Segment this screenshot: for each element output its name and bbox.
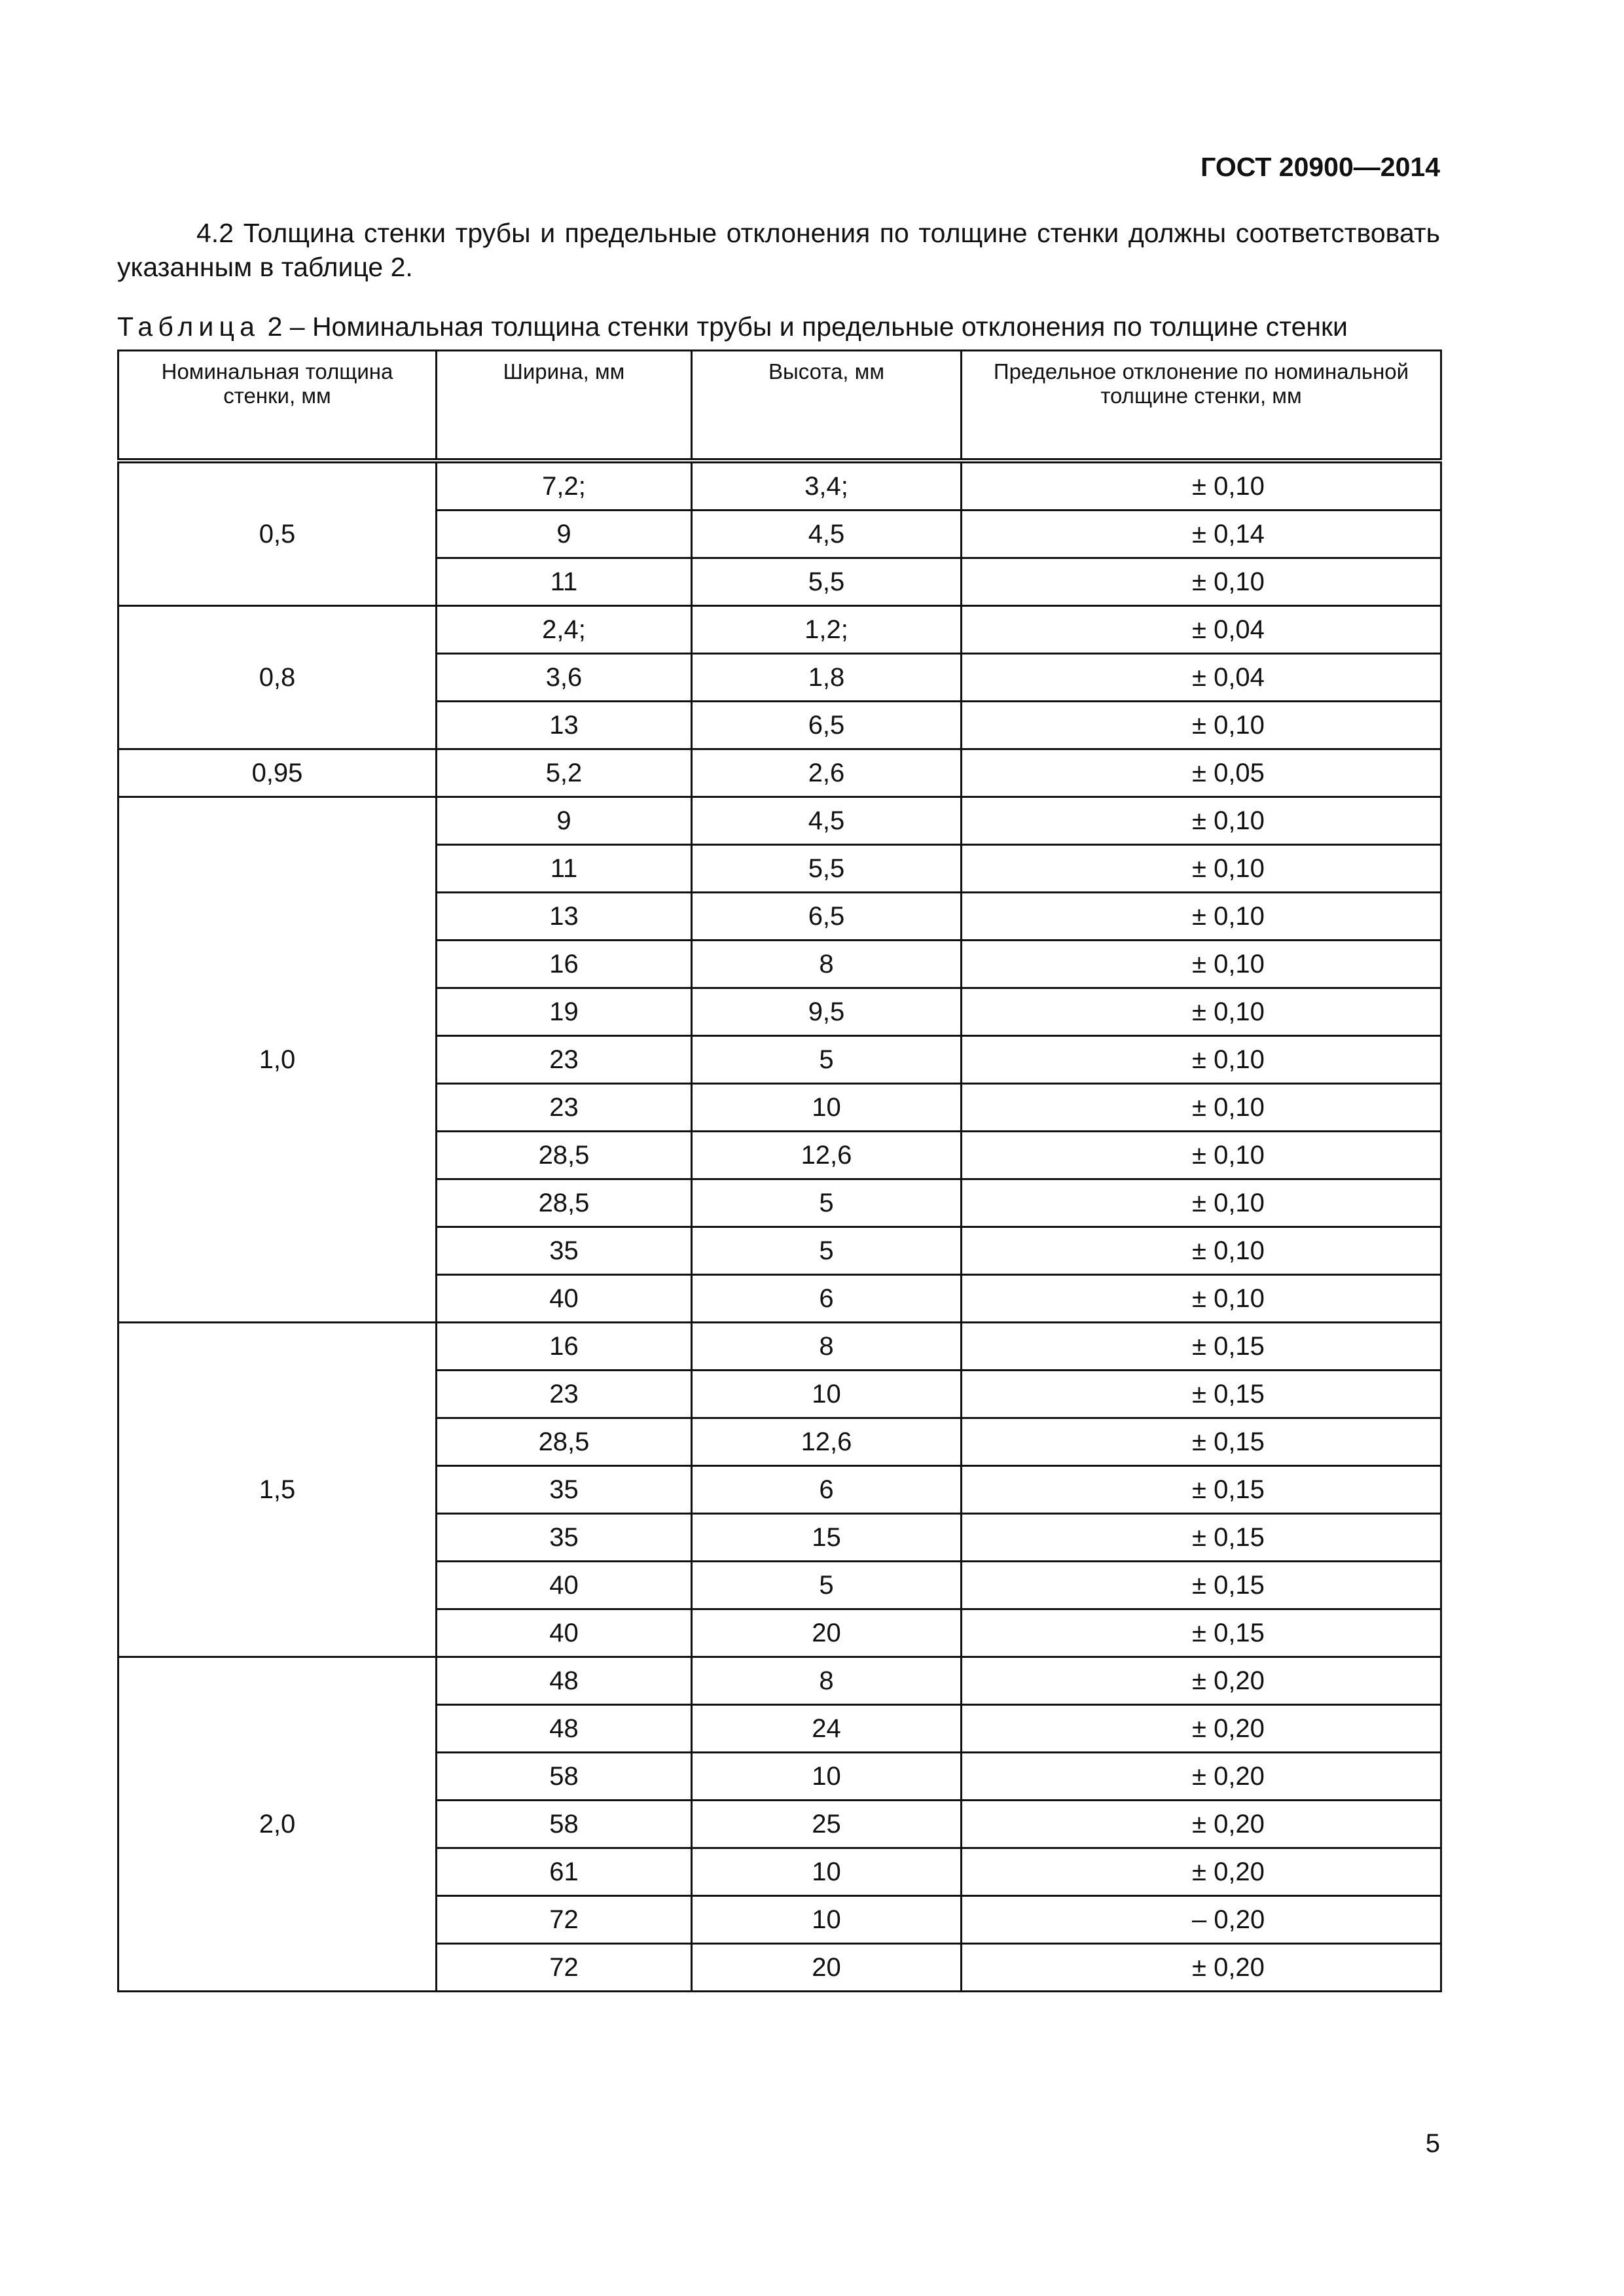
width-cell: 16 (437, 1323, 692, 1371)
height-cell: 8 (692, 941, 962, 988)
height-cell: 25 (692, 1801, 962, 1848)
width-cell: 11 (437, 558, 692, 606)
width-cell: 48 (437, 1705, 692, 1753)
height-cell: 6,5 (692, 893, 962, 941)
width-cell: 9 (437, 797, 692, 845)
page-number: 5 (1425, 2129, 1440, 2158)
width-cell: 58 (437, 1801, 692, 1848)
height-cell: 2,6 (692, 749, 962, 797)
deviation-cell: ± 0,10 (962, 845, 1441, 893)
width-cell: 35 (437, 1227, 692, 1275)
thickness-cell: 0,5 (118, 461, 437, 606)
height-cell: 10 (692, 1896, 962, 1944)
height-cell: 20 (692, 1944, 962, 1992)
deviation-cell: ± 0,10 (962, 1132, 1441, 1179)
height-cell: 5,5 (692, 845, 962, 893)
deviation-cell: ± 0,15 (962, 1466, 1441, 1514)
deviation-cell: ± 0,10 (962, 1084, 1441, 1132)
document-code: ГОСТ 20900—2014 (1200, 152, 1440, 182)
deviation-cell: ± 0,04 (962, 654, 1441, 702)
table-row (118, 1323, 1441, 1371)
width-cell: 19 (437, 988, 692, 1036)
width-cell: 5,2 (437, 749, 692, 797)
thickness-cell: 0,95 (118, 749, 437, 797)
width-cell: 9 (437, 511, 692, 558)
height-cell: 5,5 (692, 558, 962, 606)
deviation-cell: ± 0,15 (962, 1514, 1441, 1562)
deviation-cell: ± 0,15 (962, 1609, 1441, 1657)
height-cell: 3,4; (692, 461, 962, 511)
deviation-cell: ± 0,10 (962, 1275, 1441, 1323)
height-cell: 12,6 (692, 1418, 962, 1466)
table-row (118, 749, 1441, 797)
deviation-cell: ± 0,10 (962, 941, 1441, 988)
height-cell: 5 (692, 1562, 962, 1609)
deviation-cell: ± 0,15 (962, 1323, 1441, 1371)
width-cell: 40 (437, 1275, 692, 1323)
width-cell: 35 (437, 1466, 692, 1514)
table-row (118, 461, 1441, 511)
header-width: Ширина, мм (437, 351, 692, 461)
deviation-cell: ± 0,10 (962, 558, 1441, 606)
height-cell: 6 (692, 1466, 962, 1514)
width-cell: 61 (437, 1848, 692, 1896)
deviation-cell: ± 0,04 (962, 606, 1441, 654)
height-cell: 12,6 (692, 1132, 962, 1179)
width-cell: 23 (437, 1371, 692, 1418)
deviation-cell: ± 0,10 (962, 988, 1441, 1036)
width-cell: 72 (437, 1944, 692, 1992)
height-cell: 24 (692, 1705, 962, 1753)
height-cell: 10 (692, 1753, 962, 1801)
height-cell: 4,5 (692, 511, 962, 558)
width-cell: 13 (437, 893, 692, 941)
height-cell: 10 (692, 1084, 962, 1132)
table-caption (117, 312, 1348, 342)
height-cell: 15 (692, 1514, 962, 1562)
height-cell: 4,5 (692, 797, 962, 845)
table-header (118, 351, 1441, 461)
width-cell: 11 (437, 845, 692, 893)
deviation-cell: ± 0,10 (962, 1227, 1441, 1275)
deviation-cell: ± 0,20 (962, 1848, 1441, 1896)
width-cell: 28,5 (437, 1179, 692, 1227)
width-cell: 2,4; (437, 606, 692, 654)
height-cell: 1,8 (692, 654, 962, 702)
width-cell: 35 (437, 1514, 692, 1562)
thickness-cell: 1,0 (118, 797, 437, 1323)
deviation-cell: ± 0,14 (962, 511, 1441, 558)
height-cell: 9,5 (692, 988, 962, 1036)
deviation-cell: ± 0,15 (962, 1562, 1441, 1609)
deviation-cell: ± 0,10 (962, 461, 1441, 511)
deviation-cell: ± 0,10 (962, 1179, 1441, 1227)
deviation-cell: ± 0,15 (962, 1371, 1441, 1418)
deviation-cell: ± 0,05 (962, 749, 1441, 797)
thickness-cell: 0,8 (118, 606, 437, 749)
height-cell: 10 (692, 1371, 962, 1418)
deviation-cell: ± 0,20 (962, 1657, 1441, 1705)
deviation-cell: ± 0,20 (962, 1801, 1441, 1848)
section-paragraph: 4.2 Толщина стенки трубы и предельные отклонения по толщине стенки должны соответствовать указанным в таблице 2. (117, 218, 1440, 282)
table-caption-label: Таблица (117, 312, 261, 342)
height-cell: 6,5 (692, 702, 962, 749)
width-cell: 58 (437, 1753, 692, 1801)
height-cell: 5 (692, 1227, 962, 1275)
height-cell: 6 (692, 1275, 962, 1323)
height-cell: 10 (692, 1848, 962, 1896)
table-row (118, 797, 1441, 845)
deviation-cell: ± 0,10 (962, 797, 1441, 845)
table-row (118, 606, 1441, 654)
deviation-cell: ± 0,10 (962, 893, 1441, 941)
deviation-cell: ± 0,20 (962, 1753, 1441, 1801)
width-cell: 28,5 (437, 1132, 692, 1179)
width-cell: 7,2; (437, 461, 692, 511)
header-deviation: Предельное отклонение по номинальной толщине стенки, мм (962, 351, 1441, 461)
width-cell: 28,5 (437, 1418, 692, 1466)
width-cell: 23 (437, 1084, 692, 1132)
deviation-cell: ± 0,10 (962, 1036, 1441, 1084)
height-cell: 20 (692, 1609, 962, 1657)
width-cell: 16 (437, 941, 692, 988)
height-cell: 8 (692, 1323, 962, 1371)
header-thickness: Номинальная толщина стенки, мм (118, 351, 437, 461)
width-cell: 40 (437, 1609, 692, 1657)
width-cell: 72 (437, 1896, 692, 1944)
deviation-cell: ± 0,20 (962, 1944, 1441, 1992)
header-height: Высота, мм (692, 351, 962, 461)
width-cell: 23 (437, 1036, 692, 1084)
deviation-cell: ± 0,10 (962, 702, 1441, 749)
table-body (118, 461, 1441, 1992)
table-caption-text: 2 – Номинальная толщина стенки трубы и предельные отклонения по толщине стенки (260, 312, 1348, 342)
deviation-cell: ± 0,15 (962, 1418, 1441, 1466)
thickness-cell: 2,0 (118, 1657, 437, 1992)
width-cell: 13 (437, 702, 692, 749)
height-cell: 5 (692, 1179, 962, 1227)
height-cell: 5 (692, 1036, 962, 1084)
thickness-table (117, 350, 1442, 1992)
width-cell: 40 (437, 1562, 692, 1609)
table-row (118, 1657, 1441, 1705)
deviation-cell: – 0,20 (962, 1896, 1441, 1944)
height-cell: 8 (692, 1657, 962, 1705)
width-cell: 3,6 (437, 654, 692, 702)
thickness-cell: 1,5 (118, 1323, 437, 1657)
deviation-cell: ± 0,20 (962, 1705, 1441, 1753)
width-cell: 48 (437, 1657, 692, 1705)
height-cell: 1,2; (692, 606, 962, 654)
